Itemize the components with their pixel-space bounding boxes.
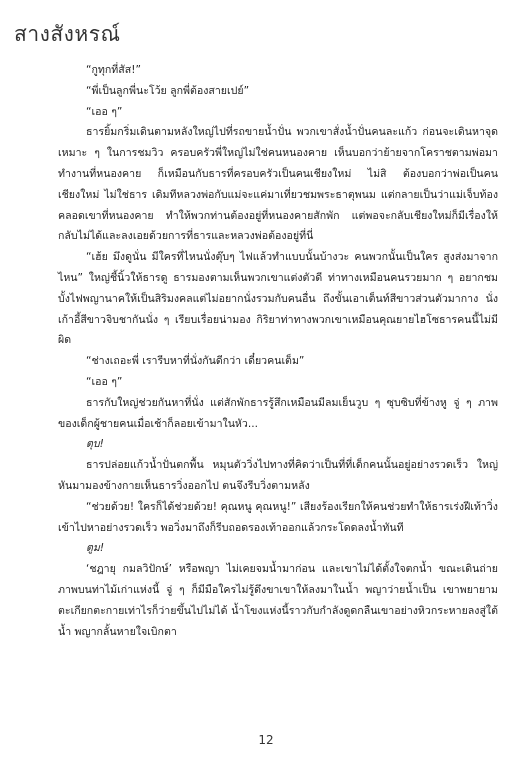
sound-effect: ตุบ!: [86, 438, 104, 451]
paragraph: ธารยิ้มกริ่มเดินตามหลังใหญ่ไปที่รถขายน้ำปั่น พวกเขาสั่งน้ำปั่นคนละแก้ว ก่อนจะเดินหาจุดเหมาะ ๆ ในการชมวิว ครอบครัวพี่ใหญ่ไม่ใช่คนหนองคาย เห็นบอกว่าย้ายจากโคราชตามพ่อมาทำงานที่หนองคาย ก็เหมือนกับธารที่ครอบครัวเป็นคนเชียงใหม่ ไม่สิ ต้องบอกว่าพ่อเป็นคนเชียงใหม่ ไม่ใช่ธาร เดิมทีหลวงพ่อกับแม่จะแค่มาเที่ยวชมพระธาตุพนม แต่กลายเป็นว่าแม่เจ็บท้องคลอดเขาที่หนองคาย ทำให้พวกท่านต้องอยู่ที่หนองคายสักพัก แต่พอจะกลับเชียงใหม่ก็มีเรื่องให้กลับไม่ได้และลงเอยด้วยการที่ธารและหลวงพ่อต้องอยู่ที่นี่: [58, 126, 498, 243]
paragraph: “เออ ๆ”: [86, 375, 123, 388]
paragraph: “เฮ้ย มึงดูนั่น มีใครที่ไหนนั่งตุ๊บๆ ไฟแล้วทำแบบนั้นบ้างวะ คนพวกนั้นเป็นใคร สูงส่งมาจากไหน” ใหญ่ชี้นิ้วให้ธารดู ธารมองตามเห็นพวกเขาแต่งตัวดี ท่าทางเหมือนคนรวยมาก ๆ อยากชมบั้งไฟพญานาคให้เป็นสิริมงคลแต่ไม่อยากนั่งรวมกับคนอื่น ถึงขั้นเอาเต็นท์สีขาวส่วนตัวมากาง นั่งเก้าอี้สีขาวจิบชากันนั่ง ๆ เรียบเรื่อยน่ามอง กิริยาท่าทางพวกเขาเหมือนคุณยายไฮโซธารคนนี้ไม่มีผิด: [58, 251, 498, 347]
paragraph: ธารปล่อยแก้วน้ำปั่นตกพื้น หมุนตัววิ่งไปทางที่คิดว่าเป็นที่ที่เด็กคนนั้นอยู่อย่างรวดเร็ว ใหญ่หันมามองข้างกายเห็นธารวิ่งออกไป ตนจึงรีบวิ่งตามหลัง: [58, 459, 498, 492]
paragraph: “ช่างเถอะพี่ เรารีบหาที่นั่งกันดีกว่า เดี๋ยวคนเต็ม”: [86, 355, 305, 368]
paragraph: “พี่เป็นลูกพี่นะโว้ย ลูกพี่ต้องสายเปย์”: [86, 84, 250, 97]
body-text: [58, 60, 498, 642]
paragraph: “เออ ๆ”: [86, 105, 123, 118]
page-number: 12: [258, 733, 274, 747]
paragraph: ‘ชฎายุ กมลวิปักษ์’ หรือพญา ไม่เคยจมน้ำมาก่อน และเขาไม่ได้ตั้งใจตกน้ำ ขณะเดินถ่ายภาพบนท่าไม้เก่าแห่งนี้ จู่ ๆ ก็มีมือใครไม่รู้ดึงขาเขาให้ลงมาในน้ำ พญาว่ายน้ำเป็น เขาพยายามตะเกียกตะกายเท่าไรก็ว่ายขึ้นไปไม่ได้ น้ำโขงแห่งนี้ราวกับกำลังดูดกลืนเขาอย่างหิวกระหายลงสู่ใต้น้ำ พญากลั้นหายใจเบิกตา: [58, 563, 498, 638]
paragraph: ธารกับใหญ่ช่วยกันหาที่นั่ง แต่สักพักธารรู้สึกเหมือนมีลมเย็นวูบ ๆ ซุบซิบที่ข้างหู จู่ ๆ ภาพของเด็กผู้ชายคนเมื่อเช้าก็ลอยเข้ามาในหัว...: [58, 396, 498, 430]
running-header-title: สางสังหรณ์: [14, 22, 121, 46]
paragraph: “กูทุกที่สัส!”: [86, 64, 141, 76]
sound-effect: ตูม!: [86, 542, 105, 555]
paragraph: “ช่วยด้วย! ใครก็ได้ช่วยด้วย! คุณหนู คุณหนู!” เสียงร้องเรียกให้คนช่วยทำให้ธารเร่งฝีเท้าวิ่งเข้าไปหาอย่างรวดเร็ว พอวิ่งมาถึงก็รีบถอดรองเท้าออกแล้วกระโดดลงน้ำทันที: [58, 500, 498, 534]
